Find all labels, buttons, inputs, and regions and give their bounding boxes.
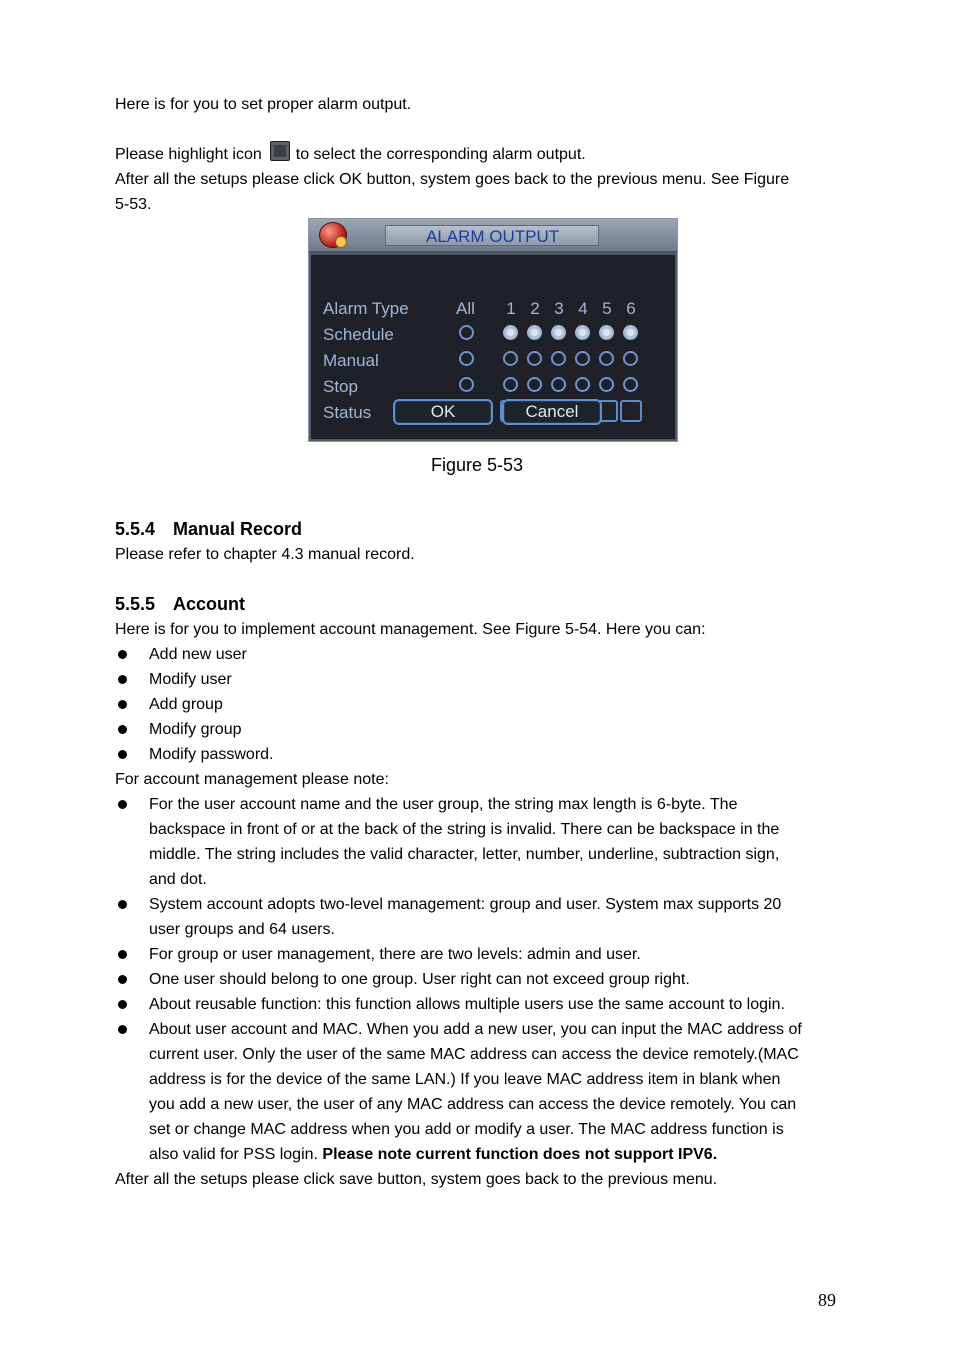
note-item: For the user account name and the user group, the string max length is 6-byte. The backspace in front of or at the back of the string is invalid. There can be backspace in the middle. The string includes the valid character, letter, number, underline, subtraction sign, and dot.	[115, 792, 845, 892]
schedule-all-radio[interactable]	[459, 325, 474, 340]
intro-line-3: After all the setups please click OK button, system goes back to the previous menu. See Figure	[115, 171, 790, 188]
manual-radio-3[interactable]	[551, 351, 566, 366]
section-number: 5.5.4	[115, 519, 156, 539]
schedule-radio-6[interactable]	[623, 325, 638, 340]
note-item: About user account and MAC. When you add a new user, you can input the MAC address of current user. Only the user of the same MAC address can access the device remotely.(MAC address is for the device of the same LAN.) If you leave MAC address item in blank when you add a new user, the user of any MAC address can access the device remotely. You can set or change MAC address when you add or modify a user. The MAC address function is also valid for PSS login. Please note current function does not support IPV6.	[115, 1017, 845, 1167]
ok-button[interactable]: OK	[393, 399, 493, 425]
intro-line-4: 5-53.	[115, 196, 152, 213]
manual-radio-1[interactable]	[503, 351, 518, 366]
ipv6-warning: Please note current function does not support IPV6.	[322, 1146, 718, 1163]
schedule-radio-2[interactable]	[527, 325, 542, 340]
dialog-body	[309, 253, 677, 441]
label-status: Status	[323, 403, 372, 422]
bullet-icon	[118, 975, 127, 984]
bullet-icon	[118, 1000, 127, 1009]
section-title: Manual Record	[173, 519, 303, 539]
note-item: System account adopts two-level management: group and user. System max supports 20 user groups and 64 users.	[115, 892, 845, 942]
manual-all-radio[interactable]	[459, 351, 474, 366]
alarm-output-icon	[270, 141, 290, 161]
bullet-icon	[118, 1025, 127, 1034]
bullet-icon	[118, 950, 127, 959]
stop-radio-3[interactable]	[551, 377, 566, 392]
list-item: Modify user	[115, 667, 845, 692]
list-item: Modify password.	[115, 742, 845, 767]
note-item: One user should belong to one group. User right can not exceed group right.	[115, 967, 845, 992]
manual-radio-2[interactable]	[527, 351, 542, 366]
list-item: Add new user	[115, 642, 845, 667]
stop-radio-5[interactable]	[599, 377, 614, 392]
note-tail: also valid for PSS login.	[149, 1146, 323, 1163]
stop-radio-1[interactable]	[503, 377, 518, 392]
section-number: 5.5.5	[115, 594, 156, 614]
column-all: All	[456, 299, 475, 318]
schedule-radio-4[interactable]	[575, 325, 590, 340]
status-indicator-6	[620, 400, 642, 422]
schedule-radio-1[interactable]	[503, 325, 518, 340]
stop-radio-4[interactable]	[575, 377, 590, 392]
account-intro: Here is for you to implement account management. See Figure 5-54. Here you can:	[115, 621, 706, 638]
manual-radio-5[interactable]	[599, 351, 614, 366]
logo-icon	[319, 222, 347, 248]
stop-all-radio[interactable]	[459, 377, 474, 392]
figure-caption: Figure 5-53	[430, 455, 524, 475]
intro-line-2	[115, 141, 586, 167]
note-item: About reusable function: this function allows multiple users use the same account to login.	[115, 992, 845, 1017]
cancel-button[interactable]: Cancel	[502, 399, 602, 425]
bullet-icon	[118, 750, 127, 759]
intro-line-2b: to select the corresponding alarm output.	[295, 146, 586, 163]
bullet-icon	[118, 650, 127, 659]
column-5: 5	[602, 299, 612, 318]
intro-line-2a: Please highlight icon	[115, 146, 262, 163]
bullet-icon	[118, 725, 127, 734]
dialog-title-bar	[309, 219, 677, 253]
label-stop: Stop	[323, 377, 358, 396]
note-item: For group or user management, there are two levels: admin and user.	[115, 942, 845, 967]
column-6: 6	[626, 299, 636, 318]
list-item: Add group	[115, 692, 845, 717]
column-4: 4	[578, 299, 588, 318]
section-title: Account	[173, 594, 245, 614]
page-number: 89	[818, 1290, 836, 1310]
stop-radio-2[interactable]	[527, 377, 542, 392]
closing-text: After all the setups please click save button, system goes back to the previous menu.	[115, 1171, 718, 1188]
section-heading-manual-record	[115, 517, 302, 542]
manual-radio-6[interactable]	[623, 351, 638, 366]
label-schedule: Schedule	[323, 325, 394, 344]
column-2: 2	[530, 299, 540, 318]
label-alarm-type: Alarm Type	[323, 299, 409, 318]
bullet-icon	[118, 675, 127, 684]
dialog-title: ALARM OUTPUT	[385, 225, 599, 246]
column-1: 1	[506, 299, 516, 318]
stop-radio-6[interactable]	[623, 377, 638, 392]
column-3: 3	[554, 299, 564, 318]
intro-line-1: Here is for you to set proper alarm output.	[115, 96, 412, 113]
section-heading-account	[115, 592, 245, 617]
manual-record-text: Please refer to chapter 4.3 manual record.	[115, 546, 415, 563]
schedule-radio-5[interactable]	[599, 325, 614, 340]
list-item: Modify group	[115, 717, 845, 742]
schedule-radio-3[interactable]	[551, 325, 566, 340]
bullet-icon	[118, 900, 127, 909]
alarm-output-dialog	[308, 218, 678, 442]
label-manual: Manual	[323, 351, 379, 370]
bullet-icon	[118, 800, 127, 809]
note-heading: For account management please note:	[115, 771, 389, 788]
manual-radio-4[interactable]	[575, 351, 590, 366]
bullet-icon	[118, 700, 127, 709]
